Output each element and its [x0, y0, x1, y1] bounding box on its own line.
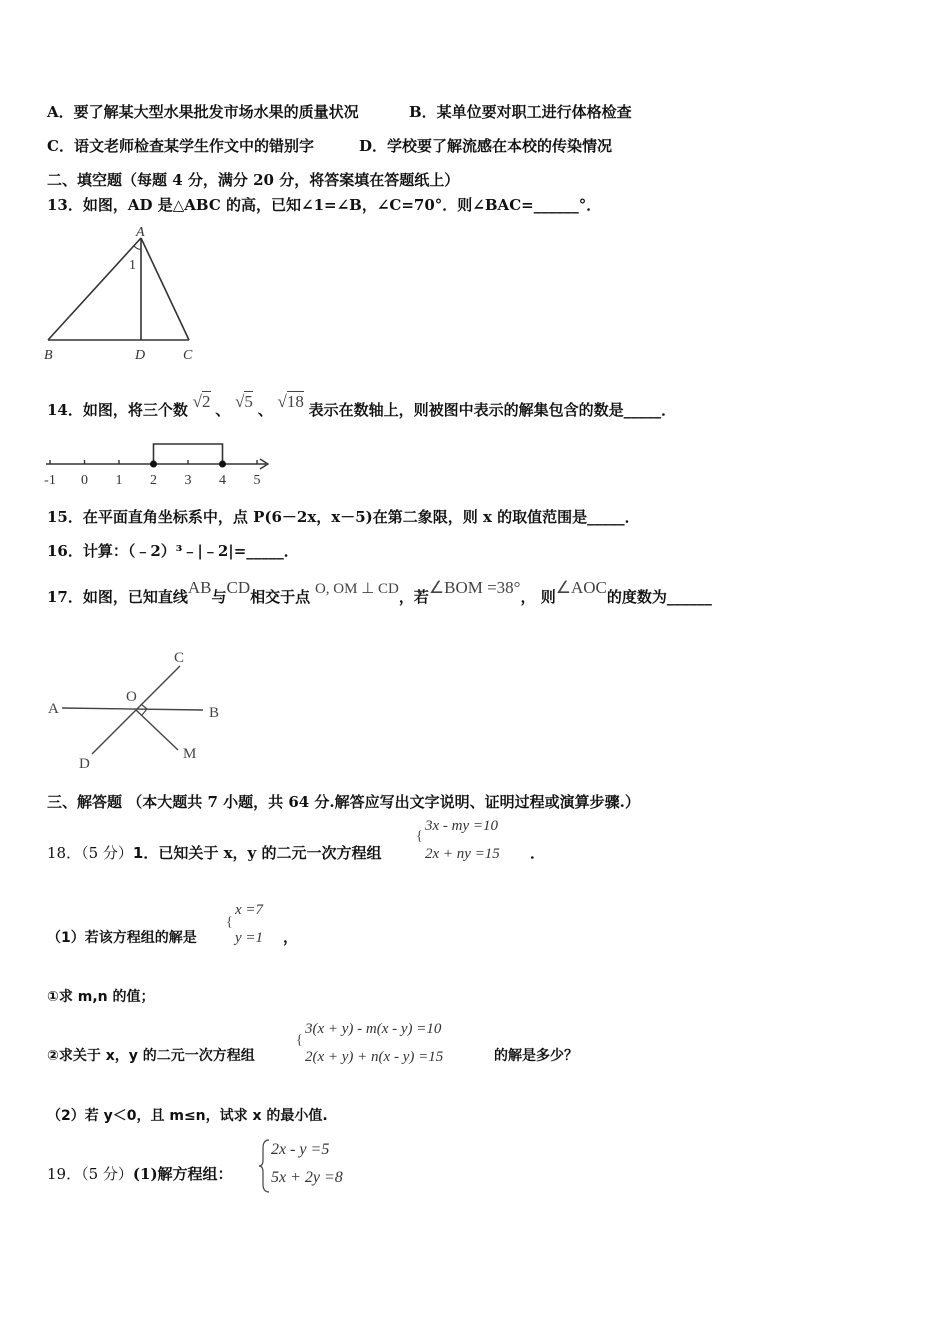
label-d: D: [135, 348, 146, 363]
side-ab: [48, 238, 141, 340]
q14-number-line: [38, 438, 288, 488]
label-b: B: [209, 705, 220, 721]
tick-label: 3: [184, 473, 192, 488]
q19-intro: 19．（5 分）(1)解方程组：: [47, 1165, 233, 1183]
label-c: C: [183, 348, 193, 363]
q18-solution-brace: {: [226, 915, 233, 930]
q18-sub2-brace: {: [296, 1033, 303, 1048]
q18-sol-y: y =1: [235, 930, 264, 946]
section2-heading: 二、填空题（每题 4 分，满分 20 分，将答案填在答题纸上）: [47, 171, 460, 189]
sqrt-5: √5: [235, 392, 253, 411]
option-b: B．某单位要对职工进行体格检查: [409, 103, 632, 121]
q13-text: 13．如图，AD 是△ABC 的高，已知∠1=∠B，∠C=70°．则∠BAC=______°．: [47, 196, 602, 214]
q18-sub1: ①求 m,n 的值；: [47, 989, 155, 1005]
sqrt-18: √18: [277, 392, 304, 411]
o-expr: O, OM ⊥ CD: [314, 581, 399, 597]
q17-text: 17．如图，已知直线AB与CD相交于点 O, OM ⊥ CD，若∠BOM =38°， 则∠AOC的度数为______: [47, 578, 712, 606]
tick-label: 0: [81, 473, 88, 488]
q15-text: 15．在平面直角坐标系中，点 P(6－2x，x－5)在第二象限，则 x 的取值范围是_____．: [47, 508, 640, 526]
option-d: D．学校要了解流感在本校的传染情况: [359, 137, 613, 155]
option-a: A．要了解某大型水果批发市场水果的质量状况: [47, 103, 359, 121]
section3-heading: 三、解答题 （本大题共 7 小题，共 64 分.解答应写出文字说明、证明过程或演算步骤.）: [47, 793, 640, 811]
angle-bom: ∠BOM =38°: [428, 578, 521, 597]
q18-eq1: 3x - my =10: [425, 818, 499, 834]
cd-label: CD: [226, 578, 251, 597]
line-ab: [62, 708, 203, 710]
ray-om: [136, 710, 178, 750]
label-c: C: [174, 650, 185, 666]
label-a: A: [136, 225, 145, 240]
label-d: D: [79, 756, 90, 772]
sqrt-2: √2: [192, 392, 211, 411]
q18-system-brace: {: [416, 829, 423, 844]
q18-part1: （1）若该方程组的解是: [47, 930, 197, 946]
angle-aoc: ∠AOC: [555, 578, 607, 597]
q19-system-brace: [258, 1138, 272, 1194]
q18-sub2-suffix: 的解是多少？: [494, 1048, 578, 1064]
side-ac: [141, 238, 189, 340]
q18-eq2: 2x + ny =15: [425, 846, 500, 862]
q14-text: 14．如图，将三个数 √2 、 √5 、 √18 表示在数轴上，则被图中表示的解集包含的数是_____．: [47, 392, 677, 419]
q19-eq1: 2x - y =5: [271, 1141, 330, 1158]
label-b: B: [44, 348, 53, 363]
q18-dot: ．: [530, 844, 546, 862]
tick-label: -1: [44, 473, 56, 488]
q16-text: 16．计算：（﹣2）³﹣|﹣2|=_____．: [47, 542, 299, 560]
option-c: C．语文老师检查某学生作文中的错别字: [47, 137, 314, 155]
q18-sol-x: x =7: [235, 902, 264, 918]
tick-label: 1: [115, 473, 123, 488]
tick-label: 2: [150, 473, 157, 488]
q18-part1-comma: ，: [283, 928, 299, 946]
q18-sys2: 2(x + y) + n(x - y) =15: [305, 1049, 444, 1065]
tick-label: 5: [253, 473, 261, 488]
q13-triangle-figure: [38, 222, 208, 367]
interval-left-dot: [150, 461, 157, 468]
q17-lines-figure: [38, 642, 238, 772]
q18-sub2: ②求关于 x，y 的二元一次方程组: [47, 1048, 255, 1064]
label-m: M: [183, 746, 197, 762]
label-a: A: [48, 701, 59, 717]
q19-eq2: 5x + 2y =8: [271, 1169, 343, 1186]
q18-sys1: 3(x + y) - m(x - y) =10: [305, 1021, 442, 1037]
ab-label: AB: [187, 578, 212, 597]
angle-1-arc: [134, 246, 141, 249]
tick-label: 4: [219, 473, 226, 488]
label-angle-1: 1: [129, 258, 136, 273]
q18-part2: （2）若 y＜0，且 m≤n，试求 x 的最小值.: [47, 1108, 328, 1124]
interval-right-dot: [219, 461, 226, 468]
q18-intro: 18．（5 分）1．已知关于 x，y 的二元一次方程组: [47, 844, 382, 862]
label-o: O: [126, 689, 137, 705]
